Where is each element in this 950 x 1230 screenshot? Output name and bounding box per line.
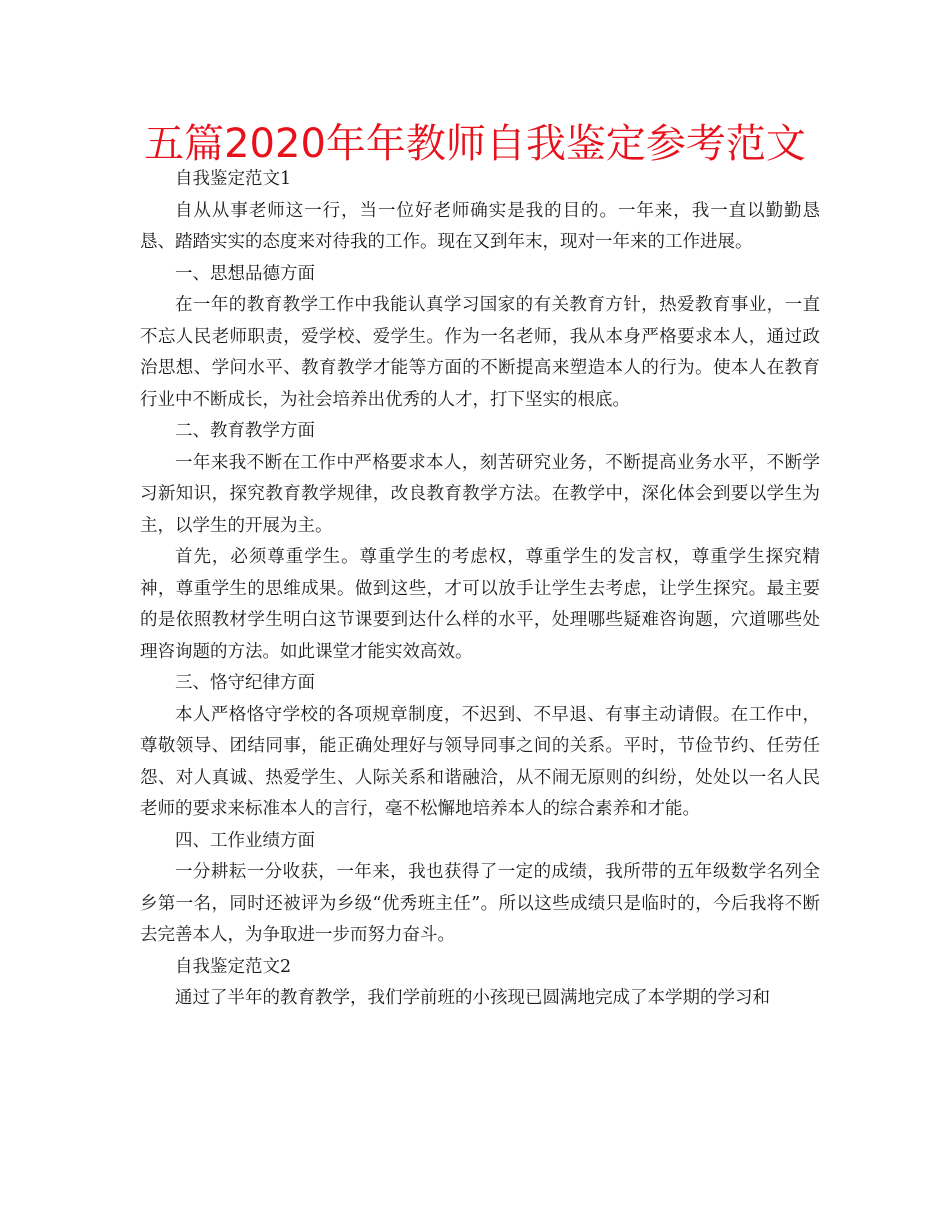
- body-paragraph: 本人严格恪守学校的各项规章制度，不迟到、不早退、有事主动请假。在工作中，尊敬领导、团结同事，能正确处理好与领导同事之间的关系。平时，节俭节约、任劳任怨、对人真诚、热爱学生、人际关系和谐融洽，从不闹无原则的纠纷，处处以一名人民老师的要求来标准本人的言行，毫不松懈地培养本人的综合素养和才能。: [140, 704, 820, 819]
- section-heading: 自我鉴定范文1: [175, 169, 292, 189]
- section-heading: 四、工作业绩方面: [175, 830, 315, 851]
- body-paragraph: 在一年的教育教学工作中我能认真学习国家的有关教育方针，热爱教育事业，一直不忘人民老师职责，爱学校、爱学生。作为一名老师，我从本身严格要求本人，通过政治思想、学问水平、教育教学才能等方面的不断提高来塑造本人的行为。使本人在教育行业中不断成长，为社会培养出优秀的人才，打下坚实的根底。: [140, 295, 820, 410]
- body-paragraph: 通过了半年的教育教学，我们学前班的小孩现已圆满地完成了本学期的学习和: [175, 988, 770, 1008]
- section-heading: 三、恪守纪律方面: [175, 673, 315, 693]
- body-paragraph: 一年来我不断在工作中严格要求本人，刻苦研究业务，不断提高业务水平，不断学习新知识，探究教育教学规律，改良教育教学方法。在教学中，深化体会到要以学生为主，以学生的开展为主。: [140, 452, 820, 536]
- body-paragraph: 一分耕耘一分收获，一年来，我也获得了一定的成绩，我所带的五年级数学名列全乡第一名，同时还被评为乡级“优秀班主任”。所以这些成绩只是临时的，今后我将不断去完善本人，为争取进一步而努力奋斗。: [140, 862, 820, 945]
- section-heading: 二、教育教学方面: [175, 421, 315, 441]
- document-title: 五篇2020年年教师自我鉴定参考范文: [144, 121, 806, 167]
- section-heading: 一、思想品德方面: [175, 263, 315, 284]
- section-heading: 自我鉴定范文2: [175, 956, 292, 977]
- body-paragraph: 自从从事老师这一行，当一位好老师确实是我的目的。一年来，我一直以勤勤恳恳、踏踏实实的态度来对待我的工作。现在又到年末，现对一年来的工作进展。: [140, 200, 820, 252]
- body-paragraph: 首先，必须尊重学生。尊重学生的考虑权，尊重学生的发言权，尊重学生探究精神，尊重学生的思维成果。做到这些，才可以放手让学生去考虑，让学生探究。最主要的是依照教材学生明白这节课要到达什么样的水平，处理哪些疑难咨询题，穴道哪些处理咨询题的方法。如此课堂才能实效高效。: [140, 547, 820, 662]
- document-body: [140, 164, 820, 1015]
